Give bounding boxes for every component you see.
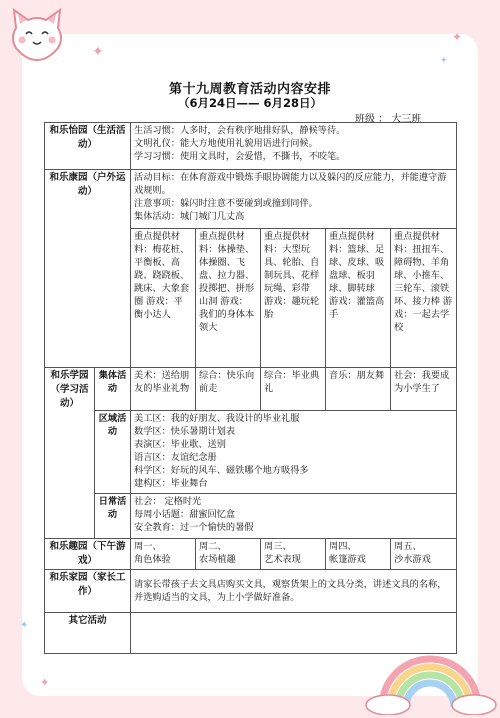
list-item: 社会： 定格时光 [134,496,202,507]
list-item: 建构区：毕业舞台 [134,478,208,489]
class-label: 班级 ： 大三班 [355,114,422,125]
row-label-life: 和乐怡园（生活活动） [45,123,131,170]
sub-label-group: 集体活动 [95,368,131,411]
list-item: 活动目标：在体育游戏中锻炼手眼协调能力以及躲闪的反应能力，并能遵守游戏规则。 [134,172,447,196]
list-item: 表演区：毕业歌、送别 [134,439,226,450]
sub-label-area: 区域活动 [95,411,131,494]
fun-item [261,539,326,570]
fun-item [131,539,196,570]
row-label-outdoor: 和乐康园（户外运动） [45,170,131,368]
sparkle-icon: ✦ [440,56,448,66]
weekday-label: 周二、 [199,541,227,552]
list-item: 文明礼仪：能大方地使用礼貌用语进行问候。 [134,138,318,149]
cat-face-icon [8,6,66,62]
page-title: 第十九周教育活动内容安排 [168,82,331,97]
sparkle-icon: ✦ [20,620,29,631]
outdoor-column: 重点提供材料：篮球、足球、皮球、吸盘球、板羽球、脚转球 游戏：灌篮高手 [326,229,391,368]
weekday-label: 周一、 [134,541,162,552]
list-item: 学习习惯：使用文具时，会爱惜，不撕书，不咬笔。 [134,151,346,162]
sub-label-daily: 日常活动 [95,494,131,539]
game-label: 艺术表现 [264,554,301,565]
life-content [131,123,457,170]
outdoor-column: 重点提供材料：体操垫、体操圈、飞盘、拉力器、投掷把、拼形山洞 游戏：我们的身体本领大 [196,229,261,368]
table-row [45,570,457,613]
group-item: 综合：毕业典礼 [261,368,326,411]
date-range: （6月24日—— 6月28日） [177,96,322,110]
game-label: 沙水游戏 [394,554,431,565]
table-row [45,368,457,411]
table-row [45,613,457,654]
other-content [131,613,457,654]
outdoor-column: 重点提供材料：大型玩具、轮胎、自制玩具、花样玩绳、彩带 游戏：趣玩轮胎 [261,229,326,368]
game-label: 农场植趣 [199,554,236,565]
table-row [45,494,457,539]
row-label-fun: 和乐趣园（下午游戏） [45,539,131,570]
table-row [45,539,457,570]
outdoor-column: 重点提供材料：扭扭车、障碍物、羊角球、小推车、三轮车、滚铁环、接力棒 游戏：一起去学校 [391,229,457,368]
daily-content [131,494,457,539]
weekday-label: 周三、 [264,541,292,552]
group-item: 音乐：朋友舞 [326,368,391,411]
sparkle-icon: ✦ [452,30,463,44]
weekday-label: 周四、 [329,541,357,552]
fun-item [196,539,261,570]
row-label-home: 和乐家园（家长工作） [45,570,131,613]
table-row [45,411,457,494]
list-item: 生活习惯：人多时，会有秩序地排好队，静候等待。 [134,125,346,136]
list-item: 集体活动：城门城门几丈高 [134,211,245,222]
table-row [45,123,457,170]
row-label-learning: 和乐学园（学习活动） [45,368,95,539]
outdoor-column: 重点提供材料：梅花桩、平衡板、高跷、跷跷板、跳床、大象套圈 游戏：平衡小达人 [131,229,196,368]
list-item: 注意事项：躲闪时注意不要碰到或撞到同伴。 [134,198,318,209]
outdoor-content [131,170,457,229]
game-label: 帐篷游戏 [329,554,366,565]
sparkle-icon: ✦ [40,676,50,689]
list-item: 数学区：快乐暑期计划表 [134,426,236,437]
group-item: 综合：快乐向前走 [196,368,261,411]
group-item: 社会：我要成为小学生了 [391,368,457,411]
list-item: 安全教育：过一个愉快的暑假 [134,522,254,533]
row-label-other: 其它活动 [45,613,131,654]
weekday-label: 周五、 [394,541,422,552]
list-item: 美工区：我的好朋友、我设计的毕业礼服 [134,413,300,424]
table-row [45,170,457,229]
list-item: 每周小话题：甜蜜回忆盒 [134,509,236,520]
fun-item [326,539,391,570]
group-item: 美术：送给朋友的毕业礼物 [131,368,196,411]
list-item: 语言区：友谊纪念册 [134,452,217,463]
game-label: 角色体验 [134,554,171,565]
fun-item [391,539,457,570]
area-content [131,411,457,494]
sparkle-icon: ✦ [92,44,104,60]
home-content: 请家长带孩子去文具店购买文具，观察货架上的文具分类，讲述文具的名称，并选购适当的文具，为上小学做好准备。 [131,570,457,613]
schedule-table [44,122,457,654]
list-item: 科学区：好玩的风车、磁铁哪个地方吸得多 [134,465,309,476]
